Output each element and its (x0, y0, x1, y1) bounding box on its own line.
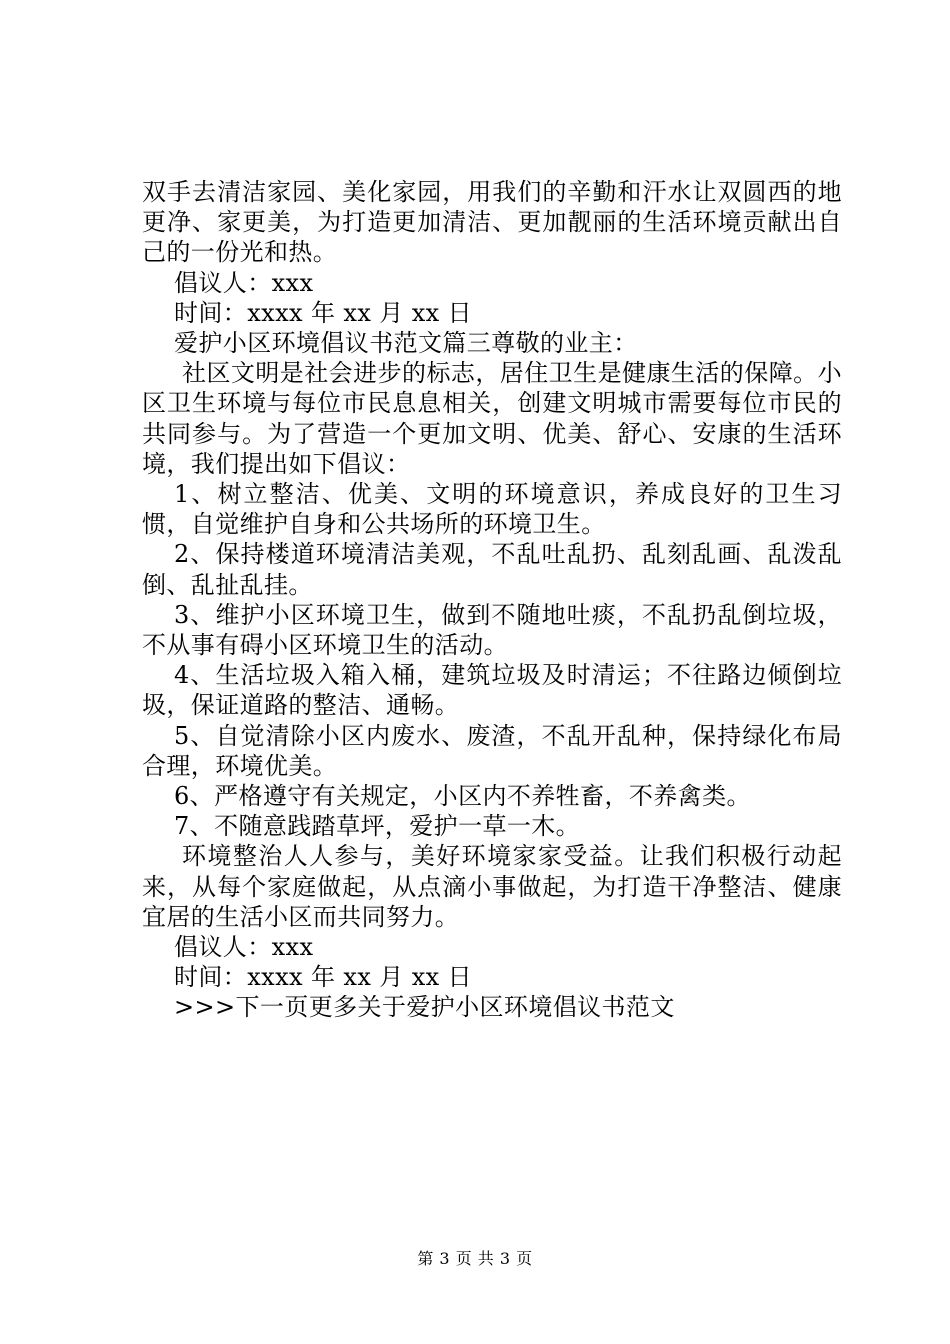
paragraph-intro-continuation: 双手去清洁家园、美化家园，用我们的辛勤和汗水让双圆西的地更净、家更美，为打造更加清洁、更加靓丽的生活环境贡献出自己的一份光和热。 (142, 178, 842, 267)
paragraph-section-title: 爱护小区环境倡议书范文篇三尊敬的业主： (174, 329, 638, 358)
paragraph-closing: 环境整治人人参与，美好环境家家受益。让我们积极行动起来，从每个家庭做起，从点滴小事做起，为打造干净整洁、健康宜居的生活小区而共同努力。 (142, 842, 842, 931)
list-item-4: 4、生活垃圾入箱入桶，建筑垃圾及时清运；不往路边倾倒垃圾，保证道路的整洁、通畅。 (142, 661, 842, 720)
list-item-6: 6、严格遵守有关规定，小区内不养牲畜，不养禽类。 (174, 782, 751, 811)
list-item-2: 2、保持楼道环境清洁美观，不乱吐乱扔、乱刻乱画、乱泼乱倒、乱扯乱挂。 (142, 540, 842, 599)
paragraph-initiator-1: 倡议人：xxx (174, 268, 314, 297)
paragraph-initiator-2: 倡议人：xxx (174, 933, 314, 962)
document-body (142, 177, 842, 1023)
paragraph-date-1: 时间：xxxx 年 xx 月 xx 日 (174, 298, 473, 327)
list-item-3: 3、维护小区环境卫生，做到不随地吐痰，不乱扔乱倒垃圾，不从事有碍小区环境卫生的活动。 (142, 600, 842, 660)
paragraph-preamble: 社区文明是社会进步的标志，居住卫生是健康生活的保障。小区卫生环境与每位市民息息相关，创建文明城市需要每位市民的共同参与。为了营造一个更加文明、优美、舒心、安康的生活环境，我们提出如下倡议： (142, 359, 842, 478)
next-page-link[interactable]: >>>下一页更多关于爱护小区环境倡议书范文 (174, 993, 675, 1022)
page-number-footer: 第 3 页 共 3 页 (417, 1249, 533, 1268)
list-item-5: 5、自觉清除小区内废水、废渣，不乱开乱种，保持绿化布局合理，环境优美。 (142, 721, 842, 780)
list-item-1: 1、树立整洁、优美、文明的环境意识，养成良好的卫生习惯，自觉维护自身和公共场所的环境卫生。 (142, 480, 842, 539)
paragraph-date-2: 时间：xxxx 年 xx 月 xx 日 (174, 963, 473, 992)
list-item-7: 7、不随意践踏草坪，爱护一草一木。 (174, 812, 581, 841)
